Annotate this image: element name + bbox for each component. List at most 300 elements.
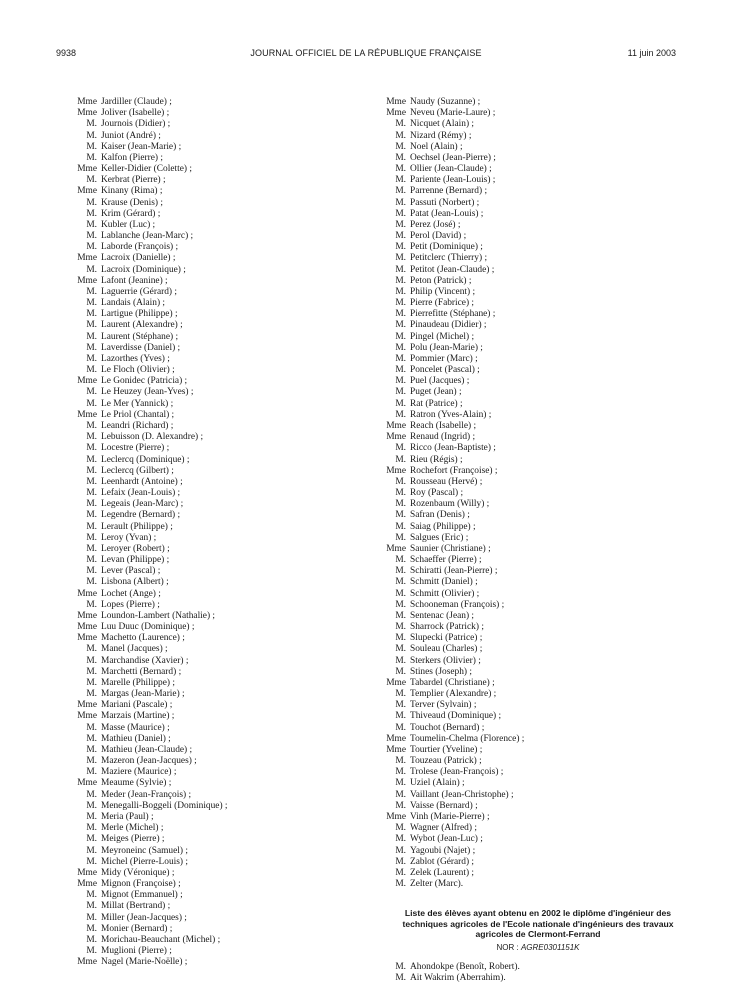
- list-item: [386, 857, 716, 868]
- page-number: 9938: [56, 48, 77, 58]
- list-item: [77, 186, 367, 197]
- person-name: Schaeffer (Pierre) ;: [410, 555, 482, 566]
- person-name: Rieu (Régis) ;: [410, 454, 463, 465]
- person-name: Menegalli-Boggeli (Dominique) ;: [101, 800, 228, 811]
- person-name: Ahondokpe (Benoît, Robert).: [410, 961, 520, 972]
- civility-title: M.: [395, 800, 406, 811]
- person-name: Marelle (Philippe) ;: [101, 677, 175, 688]
- person-name: Thiveaud (Dominique) ;: [410, 711, 502, 722]
- list-item: [77, 455, 367, 466]
- person-name: Pingel (Michel) ;: [410, 331, 475, 342]
- civility-title: M.: [86, 231, 97, 242]
- person-name: Templier (Alexandre) ;: [410, 689, 497, 700]
- civility-title: M.: [86, 644, 97, 655]
- civility-title: M.: [395, 219, 406, 230]
- person-name: Luu Duuc (Dominique) ;: [101, 622, 195, 633]
- civility-title: M.: [86, 856, 97, 867]
- person-name: Toumelin-Chelma (Florence) ;: [410, 733, 525, 744]
- civility-title: M.: [86, 521, 97, 532]
- civility-title: Mme: [386, 733, 406, 744]
- person-name: Millat (Bertrand) ;: [101, 901, 171, 912]
- person-name: Vinh (Marie-Pierre) ;: [410, 812, 490, 822]
- list-item: [77, 265, 367, 276]
- person-name: Meaume (Sylvie) ;: [101, 778, 172, 789]
- person-name: Puget (Jean) ;: [410, 387, 462, 398]
- civility-title: Mme: [386, 543, 406, 554]
- person-name: Mariani (Pascale) ;: [101, 700, 173, 711]
- civility-title: M.: [86, 599, 97, 610]
- person-name: Mathieu (Jean-Claude) ;: [101, 744, 193, 755]
- list-item: [77, 544, 367, 555]
- civility-title: M.: [86, 532, 97, 543]
- person-name: Lopes (Pierre) ;: [101, 599, 160, 610]
- list-item: [386, 265, 716, 276]
- list-item: [77, 119, 367, 130]
- civility-title: M.: [395, 197, 406, 208]
- list-item: [77, 153, 367, 164]
- civility-title: M.: [395, 555, 406, 566]
- civility-title: M.: [395, 454, 406, 465]
- person-name: Reach (Isabelle) ;: [410, 420, 477, 431]
- civility-title: M.: [86, 499, 97, 510]
- list-item: [386, 466, 716, 477]
- list-item: [77, 723, 367, 734]
- nor-value: AGRE0301151K: [520, 942, 580, 952]
- person-name: Touchot (Bernard) ;: [410, 722, 485, 733]
- list-item: [77, 577, 367, 588]
- person-name: Philip (Vincent) ;: [410, 286, 476, 297]
- person-name: Schmitt (Olivier) ;: [410, 588, 480, 599]
- civility-title: M.: [395, 499, 406, 510]
- civility-title: M.: [86, 465, 97, 476]
- person-name: Leroy (Yvan) ;: [101, 532, 157, 543]
- list-item: [386, 622, 716, 633]
- person-name: Petitclerc (Thierry) ;: [410, 253, 488, 264]
- list-item: [386, 97, 716, 108]
- civility-title: M.: [86, 934, 97, 945]
- person-name: Rousseau (Hervé) ;: [410, 476, 483, 487]
- nor-reference: [386, 943, 690, 952]
- person-name: Leclercq (Dominique) ;: [101, 454, 190, 465]
- person-name: Kalfon (Pierre) ;: [101, 152, 163, 163]
- civility-title: M.: [86, 476, 97, 487]
- list-item: [386, 142, 716, 153]
- list-item: [77, 510, 367, 521]
- person-name: Wybot (Jean-Luc) ;: [410, 834, 483, 845]
- list-item: [386, 644, 716, 655]
- list-item: [386, 410, 716, 421]
- person-name: Masse (Maurice) ;: [101, 722, 170, 733]
- civility-title: M.: [86, 398, 97, 409]
- list-item: [386, 667, 716, 678]
- person-name: Juniot (André) ;: [101, 130, 161, 141]
- list-item: [77, 790, 367, 801]
- civility-title: M.: [86, 677, 97, 688]
- person-name: Sterkers (Olivier) ;: [410, 655, 481, 666]
- person-name: Michel (Pierre-Louis) ;: [101, 856, 188, 867]
- person-name: Landais (Alain) ;: [101, 298, 166, 309]
- civility-title: M.: [86, 208, 97, 219]
- civility-title: M.: [395, 242, 406, 253]
- person-name: Kerbrat (Pierre) ;: [101, 175, 166, 186]
- person-name: Mignon (Françoise) ;: [101, 879, 181, 890]
- list-item: [77, 287, 367, 298]
- person-name: Stines (Joseph) ;: [410, 666, 472, 677]
- list-item: [386, 175, 716, 186]
- civility-title: M.: [86, 309, 97, 320]
- civility-title: M.: [86, 141, 97, 152]
- civility-title: M.: [86, 510, 97, 521]
- list-item: [386, 656, 716, 667]
- journal-title: JOURNAL OFFICIEL DE LA RÉPUBLIQUE FRANÇAISE: [250, 48, 482, 58]
- person-name: Souleau (Charles) ;: [410, 644, 483, 655]
- civility-title: M.: [395, 443, 406, 454]
- list-item: [386, 689, 716, 700]
- list-item: [77, 477, 367, 488]
- civility-title: M.: [86, 756, 97, 767]
- list-item: [386, 387, 716, 398]
- list-item: [386, 399, 716, 410]
- civility-title: M.: [395, 599, 406, 610]
- civility-title: M.: [86, 175, 97, 186]
- list-item: [386, 522, 716, 533]
- left-column: [77, 97, 367, 968]
- person-name: Monier (Bernard) ;: [101, 923, 173, 934]
- person-name: Nizard (Rémy) ;: [410, 130, 472, 141]
- civility-title: M.: [86, 242, 97, 253]
- person-name: Oechsel (Jean-Pierre) ;: [410, 152, 496, 163]
- list-item: [386, 533, 716, 544]
- person-name: Laguerrie (Gérard) ;: [101, 286, 177, 297]
- civility-title: M.: [395, 711, 406, 722]
- list-item: [77, 812, 367, 823]
- list-item: [77, 533, 367, 544]
- list-item: [386, 633, 716, 644]
- person-name: Lablanche (Jean-Marc) ;: [101, 231, 194, 242]
- list-item: [386, 376, 716, 387]
- person-name: Saunier (Christiane) ;: [410, 543, 491, 554]
- list-item: [77, 801, 367, 812]
- person-name: Schiratti (Jean-Pierre) ;: [410, 566, 498, 577]
- civility-title: M.: [395, 208, 406, 219]
- civility-title: M.: [395, 141, 406, 152]
- list-item: [386, 589, 716, 600]
- list-item: [386, 734, 716, 745]
- civility-title: M.: [395, 320, 406, 331]
- civility-title: M.: [395, 521, 406, 532]
- list-item: [386, 365, 716, 376]
- civility-title: Mme: [77, 622, 97, 633]
- civility-title: Mme: [77, 97, 97, 107]
- civility-title: M.: [86, 387, 97, 398]
- civility-title: M.: [86, 365, 97, 376]
- civility-title: M.: [395, 152, 406, 163]
- person-name: Keller-Didier (Colette) ;: [101, 164, 192, 175]
- civility-title: M.: [86, 454, 97, 465]
- person-name: Le Priol (Chantal) ;: [101, 409, 175, 420]
- civility-title: M.: [395, 309, 406, 320]
- civility-title: M.: [395, 510, 406, 521]
- list-item: [77, 834, 367, 845]
- list-item: [77, 443, 367, 454]
- list-item: [77, 890, 367, 901]
- person-name: Lever (Pascal) ;: [101, 566, 161, 577]
- list-item: [386, 600, 716, 611]
- list-item: [77, 879, 367, 890]
- civility-title: M.: [395, 633, 406, 644]
- person-name: Parrenne (Bernard) ;: [410, 186, 488, 197]
- person-name: Ollier (Jean-Claude) ;: [410, 164, 492, 175]
- person-name: Leclercq (Gilbert) ;: [101, 465, 174, 476]
- list-item: [386, 421, 716, 432]
- person-name: Rochefort (Françoise) ;: [410, 465, 498, 476]
- person-name: Zelter (Marc).: [410, 879, 464, 890]
- person-name: Kinany (Rima) ;: [101, 186, 163, 197]
- list-item: [386, 566, 716, 577]
- person-name: Yagoubi (Najet) ;: [410, 845, 476, 856]
- list-item: [77, 320, 367, 331]
- list-item: [77, 823, 367, 834]
- list-item: [386, 745, 716, 756]
- civility-title: M.: [86, 789, 97, 800]
- civility-title: M.: [86, 130, 97, 141]
- civility-title: Mme: [77, 275, 97, 286]
- list-item: [77, 242, 367, 253]
- person-name: Passuti (Norbert) ;: [410, 197, 480, 208]
- list-item: [77, 913, 367, 924]
- list-item: [386, 678, 716, 689]
- right-name-list: [386, 97, 716, 890]
- person-name: Schmitt (Daniel) ;: [410, 577, 478, 588]
- person-name: Machetto (Laurence) ;: [101, 633, 185, 644]
- list-item: [77, 466, 367, 477]
- person-name: Laurent (Alexandre) ;: [101, 320, 183, 331]
- civility-title: M.: [395, 488, 406, 499]
- civility-title: Mme: [386, 432, 406, 443]
- civility-title: M.: [395, 532, 406, 543]
- civility-title: M.: [86, 488, 97, 499]
- person-name: Mathieu (Daniel) ;: [101, 733, 171, 744]
- list-item: [77, 198, 367, 209]
- list-item: [77, 633, 367, 644]
- person-name: Pierrefitte (Stéphane) ;: [410, 309, 496, 320]
- civility-title: Mme: [386, 465, 406, 476]
- civility-title: M.: [395, 644, 406, 655]
- civility-title: Mme: [77, 700, 97, 711]
- civility-title: M.: [395, 722, 406, 733]
- list-item: [386, 354, 716, 365]
- civility-title: M.: [395, 756, 406, 767]
- civility-title: M.: [86, 197, 97, 208]
- list-item: [386, 868, 716, 879]
- civility-title: M.: [86, 845, 97, 856]
- list-item: [77, 734, 367, 745]
- nor-label: NOR :: [496, 942, 519, 952]
- list-item: [386, 962, 716, 973]
- list-item: [77, 432, 367, 443]
- list-item: [77, 667, 367, 678]
- person-name: Margas (Jean-Marie) ;: [101, 689, 185, 700]
- list-item: [77, 522, 367, 533]
- person-name: Le Mer (Yannick) ;: [101, 398, 174, 409]
- list-item: [386, 320, 716, 331]
- list-item: [77, 935, 367, 946]
- person-name: Loundon-Lambert (Nathalie) ;: [101, 610, 216, 621]
- list-item: [386, 443, 716, 454]
- civility-title: M.: [395, 387, 406, 398]
- person-name: Krause (Denis) ;: [101, 197, 163, 208]
- list-item: [77, 220, 367, 231]
- person-name: Kaiser (Jean-Marie) ;: [101, 141, 182, 152]
- civility-title: M.: [86, 901, 97, 912]
- civility-title: Mme: [77, 108, 97, 119]
- civility-title: M.: [395, 789, 406, 800]
- list-item: [77, 253, 367, 264]
- person-name: Puel (Jacques) ;: [410, 376, 470, 387]
- person-name: Ricco (Jean-Baptiste) ;: [410, 443, 496, 454]
- civility-title: M.: [86, 744, 97, 755]
- civility-title: M.: [395, 689, 406, 700]
- civility-title: M.: [86, 264, 97, 275]
- person-name: Zelek (Laurent) ;: [410, 867, 475, 878]
- person-name: Safran (Denis) ;: [410, 510, 470, 521]
- civility-title: M.: [86, 543, 97, 554]
- list-item: [386, 544, 716, 555]
- civility-title: M.: [86, 823, 97, 834]
- list-item: [77, 924, 367, 935]
- person-name: Lartigue (Philippe) ;: [101, 309, 178, 320]
- person-name: Marzais (Martine) ;: [101, 711, 175, 722]
- person-name: Morichau-Beauchant (Michel) ;: [101, 934, 221, 945]
- civility-title: Mme: [77, 778, 97, 789]
- person-name: Pommier (Marc) ;: [410, 353, 478, 364]
- civility-title: M.: [86, 722, 97, 733]
- civility-title: Mme: [77, 610, 97, 621]
- list-item: [77, 131, 367, 142]
- civility-title: M.: [395, 856, 406, 867]
- person-name: Meder (Jean-François) ;: [101, 789, 192, 800]
- person-name: Renaud (Ingrid) ;: [410, 432, 476, 443]
- person-name: Muglioni (Pierre) ;: [101, 946, 172, 957]
- list-item: [77, 622, 367, 633]
- list-item: [386, 343, 716, 354]
- person-name: Pariente (Jean-Louis) ;: [410, 175, 496, 186]
- civility-title: M.: [86, 834, 97, 845]
- civility-title: M.: [395, 767, 406, 778]
- person-name: Rat (Patrice) ;: [410, 398, 463, 409]
- person-name: Touzeau (Patrick) ;: [410, 756, 482, 767]
- person-name: Nagel (Marie-Noëlle) ;: [101, 957, 188, 968]
- section-name-list: [386, 962, 716, 984]
- civility-title: M.: [395, 476, 406, 487]
- person-name: Schooneman (François) ;: [410, 599, 505, 610]
- list-item: [386, 119, 716, 130]
- person-name: Krim (Gérard) ;: [101, 208, 161, 219]
- civility-title: M.: [86, 353, 97, 364]
- person-name: Maziere (Maurice) ;: [101, 767, 177, 778]
- list-item: [386, 220, 716, 231]
- list-item: [77, 678, 367, 689]
- person-name: Kubler (Luc) ;: [101, 219, 156, 230]
- civility-title: M.: [395, 376, 406, 387]
- civility-title: M.: [395, 566, 406, 577]
- civility-title: Mme: [77, 409, 97, 420]
- list-item: [77, 97, 367, 108]
- list-item: [386, 298, 716, 309]
- list-item: [77, 767, 367, 778]
- civility-title: M.: [395, 834, 406, 845]
- person-name: Meiges (Pierre) ;: [101, 834, 165, 845]
- civility-title: M.: [86, 767, 97, 778]
- list-item: [386, 499, 716, 510]
- person-name: Rozenbaum (Willy) ;: [410, 499, 490, 510]
- person-name: Perez (José) ;: [410, 219, 461, 230]
- list-item: [77, 957, 367, 968]
- list-item: [77, 857, 367, 868]
- civility-title: Mme: [77, 867, 97, 878]
- civility-title: M.: [395, 264, 406, 275]
- civility-title: M.: [86, 912, 97, 923]
- person-name: Polu (Jean-Marie) ;: [410, 342, 483, 353]
- list-item: [77, 365, 367, 376]
- list-item: [386, 432, 716, 443]
- person-name: Leroyer (Robert) ;: [101, 543, 170, 554]
- person-name: Laborde (François) ;: [101, 242, 179, 253]
- person-name: Uziel (Alain) ;: [410, 778, 465, 789]
- civility-title: M.: [86, 443, 97, 454]
- list-item: [386, 488, 716, 499]
- list-item: [386, 879, 716, 890]
- list-item: [386, 823, 716, 834]
- person-name: Neveu (Marie-Laure) ;: [410, 108, 496, 119]
- civility-title: M.: [395, 398, 406, 409]
- civility-title: Mme: [386, 420, 406, 431]
- person-name: Perol (David) ;: [410, 231, 467, 242]
- list-item: [386, 231, 716, 242]
- person-name: Salgues (Eric) ;: [410, 532, 469, 543]
- civility-title: M.: [395, 972, 406, 983]
- list-item: [386, 209, 716, 220]
- civility-title: M.: [395, 186, 406, 197]
- civility-title: M.: [86, 923, 97, 934]
- person-name: Le Floch (Olivier) ;: [101, 365, 175, 376]
- list-item: [77, 399, 367, 410]
- civility-title: M.: [86, 219, 97, 230]
- person-name: Peton (Patrick) ;: [410, 275, 472, 286]
- civility-title: M.: [395, 130, 406, 141]
- list-item: [77, 376, 367, 387]
- person-name: Tourtier (Yveline) ;: [410, 744, 483, 755]
- list-item: [386, 242, 716, 253]
- civility-title: Mme: [386, 108, 406, 119]
- person-name: Laverdisse (Daniel) ;: [101, 342, 181, 353]
- person-name: Lazorthes (Yves) ;: [101, 353, 170, 364]
- list-item: [77, 868, 367, 879]
- civility-title: M.: [395, 700, 406, 711]
- civility-title: Mme: [77, 253, 97, 264]
- person-name: Lafont (Jeanine) ;: [101, 275, 168, 286]
- person-name: Vaisse (Bernard) ;: [410, 800, 478, 811]
- civility-title: M.: [86, 286, 97, 297]
- list-item: [386, 723, 716, 734]
- list-item: [77, 108, 367, 119]
- civility-title: M.: [86, 298, 97, 309]
- list-item: [77, 387, 367, 398]
- civility-title: M.: [395, 231, 406, 242]
- list-item: [77, 231, 367, 242]
- list-item: [77, 555, 367, 566]
- list-item: [77, 600, 367, 611]
